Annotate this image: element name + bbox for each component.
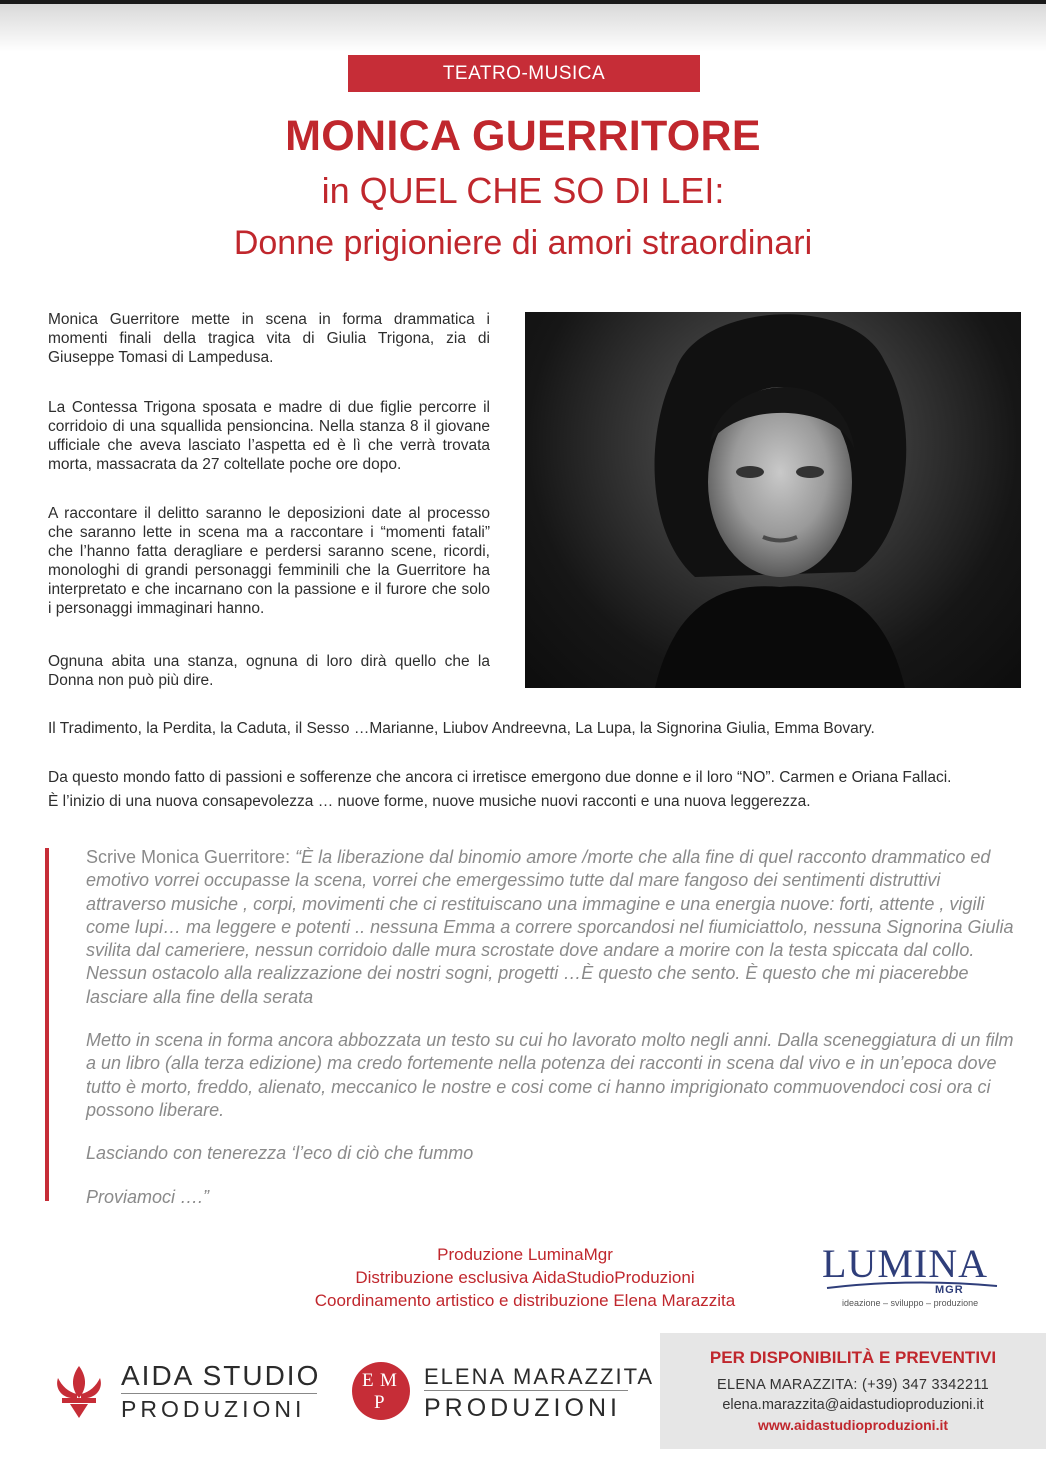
paragraph-world: Da questo mondo fatto di passioni e sofferenze che ancora ci irretisce emergono due donne e il loro “NO”. Carmen e Oriana Fallaci.	[48, 769, 952, 786]
paragraph-story: La Contessa Trigona sposata e madre di due figlie percorre il corridoio di una squallida pensioncina. Nella stanza 8 il giovane ufficiale che aveva lasciato l’aspetta ed è lì che verrà trovata morta, massacrata da 27 coltellate poche ore dopo.	[48, 399, 490, 473]
show-title: in QUEL CHE SO DI LEI:	[321, 170, 725, 211]
quote-intro: Scrive Monica Guerritore:	[86, 847, 296, 867]
paragraph-intro: Monica Guerritore mette in scena in forma drammatica i momenti finali della tragica vita di Giulia Trigona, zia di Giuseppe Tomasi di Lampedusa.	[48, 311, 490, 366]
emp-divider	[424, 1390, 628, 1391]
emp-monogram-icon	[352, 1362, 410, 1420]
quote-paragraph-2: Metto in scena in forma ancora abbozzata un testo su cui ho lavorato molto negli anni. Dalla sceneggiatura di un film a un libro (alla terza edizione) ma credo fortemente nella potenza dei racconti in scena dal vivo e in un’epoca dove tutto è morto, freddo, alienato, meccanico le nostre e cosi come ci hanno imprigionato commuovendoci cosi ora ci possono liberare.	[86, 1030, 1014, 1120]
emp-initial-m: M	[380, 1370, 397, 1391]
quote-paragraph-3: Lasciando con tenerezza ‘l’eco di ciò che fummo	[86, 1143, 474, 1163]
aida-divider	[121, 1393, 317, 1394]
aida-studio-label: AIDA STUDIO	[121, 1360, 321, 1391]
contact-phone[interactable]: ELENA MARAZZITA: (+39) 347 3342211	[717, 1377, 989, 1393]
portrait-photo	[525, 312, 1021, 688]
characters-line: Il Tradimento, la Perdita, la Caduta, il Sesso …Marianne, Liubov Andreevna, La Lupa, la Signorina Giulia, Emma Bovary.	[48, 720, 875, 737]
paragraph-awareness: È l’inizio di una nuova consapevolezza … nuove forme, nuove musiche nuovi racconti e una nuova leggerezza.	[48, 793, 811, 810]
contact-title: PER DISPONIBILITÀ E PREVENTIVI	[709, 1348, 997, 1367]
emp-name-label: ELENA MARAZZITA	[424, 1364, 655, 1389]
page-title: MONICA GUERRITORE	[285, 112, 761, 160]
emp-produzioni-label: PRODUZIONI	[424, 1394, 621, 1422]
show-subtitle: Donne prigioniere di amori straordinari	[233, 224, 813, 262]
quote-accent-bar	[45, 848, 49, 1201]
category-tag: TEATRO-MUSICA	[348, 55, 700, 92]
paragraph-telling: A raccontare il delitto saranno le deposizioni date al processo che saranno lette in scena ma a raccontare i “momenti fatali” che l’hanno fatta deragliare e perdersi saranno scene, ricordi, monologhi di grandi personaggi femminili che la Guerritore ha interpretato e che incarnano con la passione e il furore che solo i personaggi immaginari hanno.	[48, 505, 490, 617]
credit-coordination: Coordinamento artistico e distribuzione Elena Marazzita	[314, 1291, 736, 1310]
emp-initial-p: P	[374, 1392, 385, 1413]
fleur-de-lis-icon	[48, 1360, 110, 1422]
quote-paragraph-4: Proviamoci ….”	[86, 1187, 210, 1207]
contact-email[interactable]: elena.marazzita@aidastudioproduzioni.it	[722, 1397, 984, 1413]
credit-production: Produzione LuminaMgr	[437, 1245, 613, 1264]
quote-paragraph-1	[86, 846, 1016, 1009]
lumina-wordmark: LUMINA	[822, 1241, 988, 1286]
quote-text-1: “È la liberazione dal binomio amore /morte che alla fine di quel racconto drammatico ed emotivo vorrei occupasse la scena, vorrei che emergessimo tutte dal mare fangoso dei sentimenti distruttivi attraverso musiche , corpi, movimenti che ci restituiscano una immagine e una energia nuove: forti, attente , vigili come lupi… ma leggere e potenti .. nessuna Emma a correre sporcandosi nel fiumiciattolo, nessuna Signorina Giulia svilita dal cameriere, nessun corridoio dalle mura scrostate dove andare a morire con la testa spiccata dal collo. Nessun ostacolo alla realizzazione dei nostri sogni, progetti …È questo che sento. È questo che mi piacerebbe lasciare alla fine della serata	[86, 847, 1014, 1007]
credits	[240, 1243, 810, 1312]
contact-website[interactable]: www.aidastudioproduzioni.it	[757, 1417, 949, 1433]
top-shadow	[0, 0, 1046, 52]
contact-box	[660, 1333, 1046, 1449]
paragraph-rooms: Ognuna abita una stanza, ognuna di loro dirà quello che la Donna non può più dire.	[48, 653, 490, 689]
emp-initial-e: E	[362, 1370, 374, 1391]
lumina-mgr: MGR	[935, 1284, 964, 1296]
portrait-illustration	[525, 312, 1021, 688]
lumina-tagline: ideazione – sviluppo – produzione	[842, 1298, 979, 1308]
aida-produzioni-label: PRODUZIONI	[121, 1396, 306, 1422]
lumina-logo	[822, 1240, 1002, 1310]
credit-distribution: Distribuzione esclusiva AidaStudioProduzioni	[355, 1268, 695, 1287]
lumina-swoosh	[822, 1280, 1002, 1290]
